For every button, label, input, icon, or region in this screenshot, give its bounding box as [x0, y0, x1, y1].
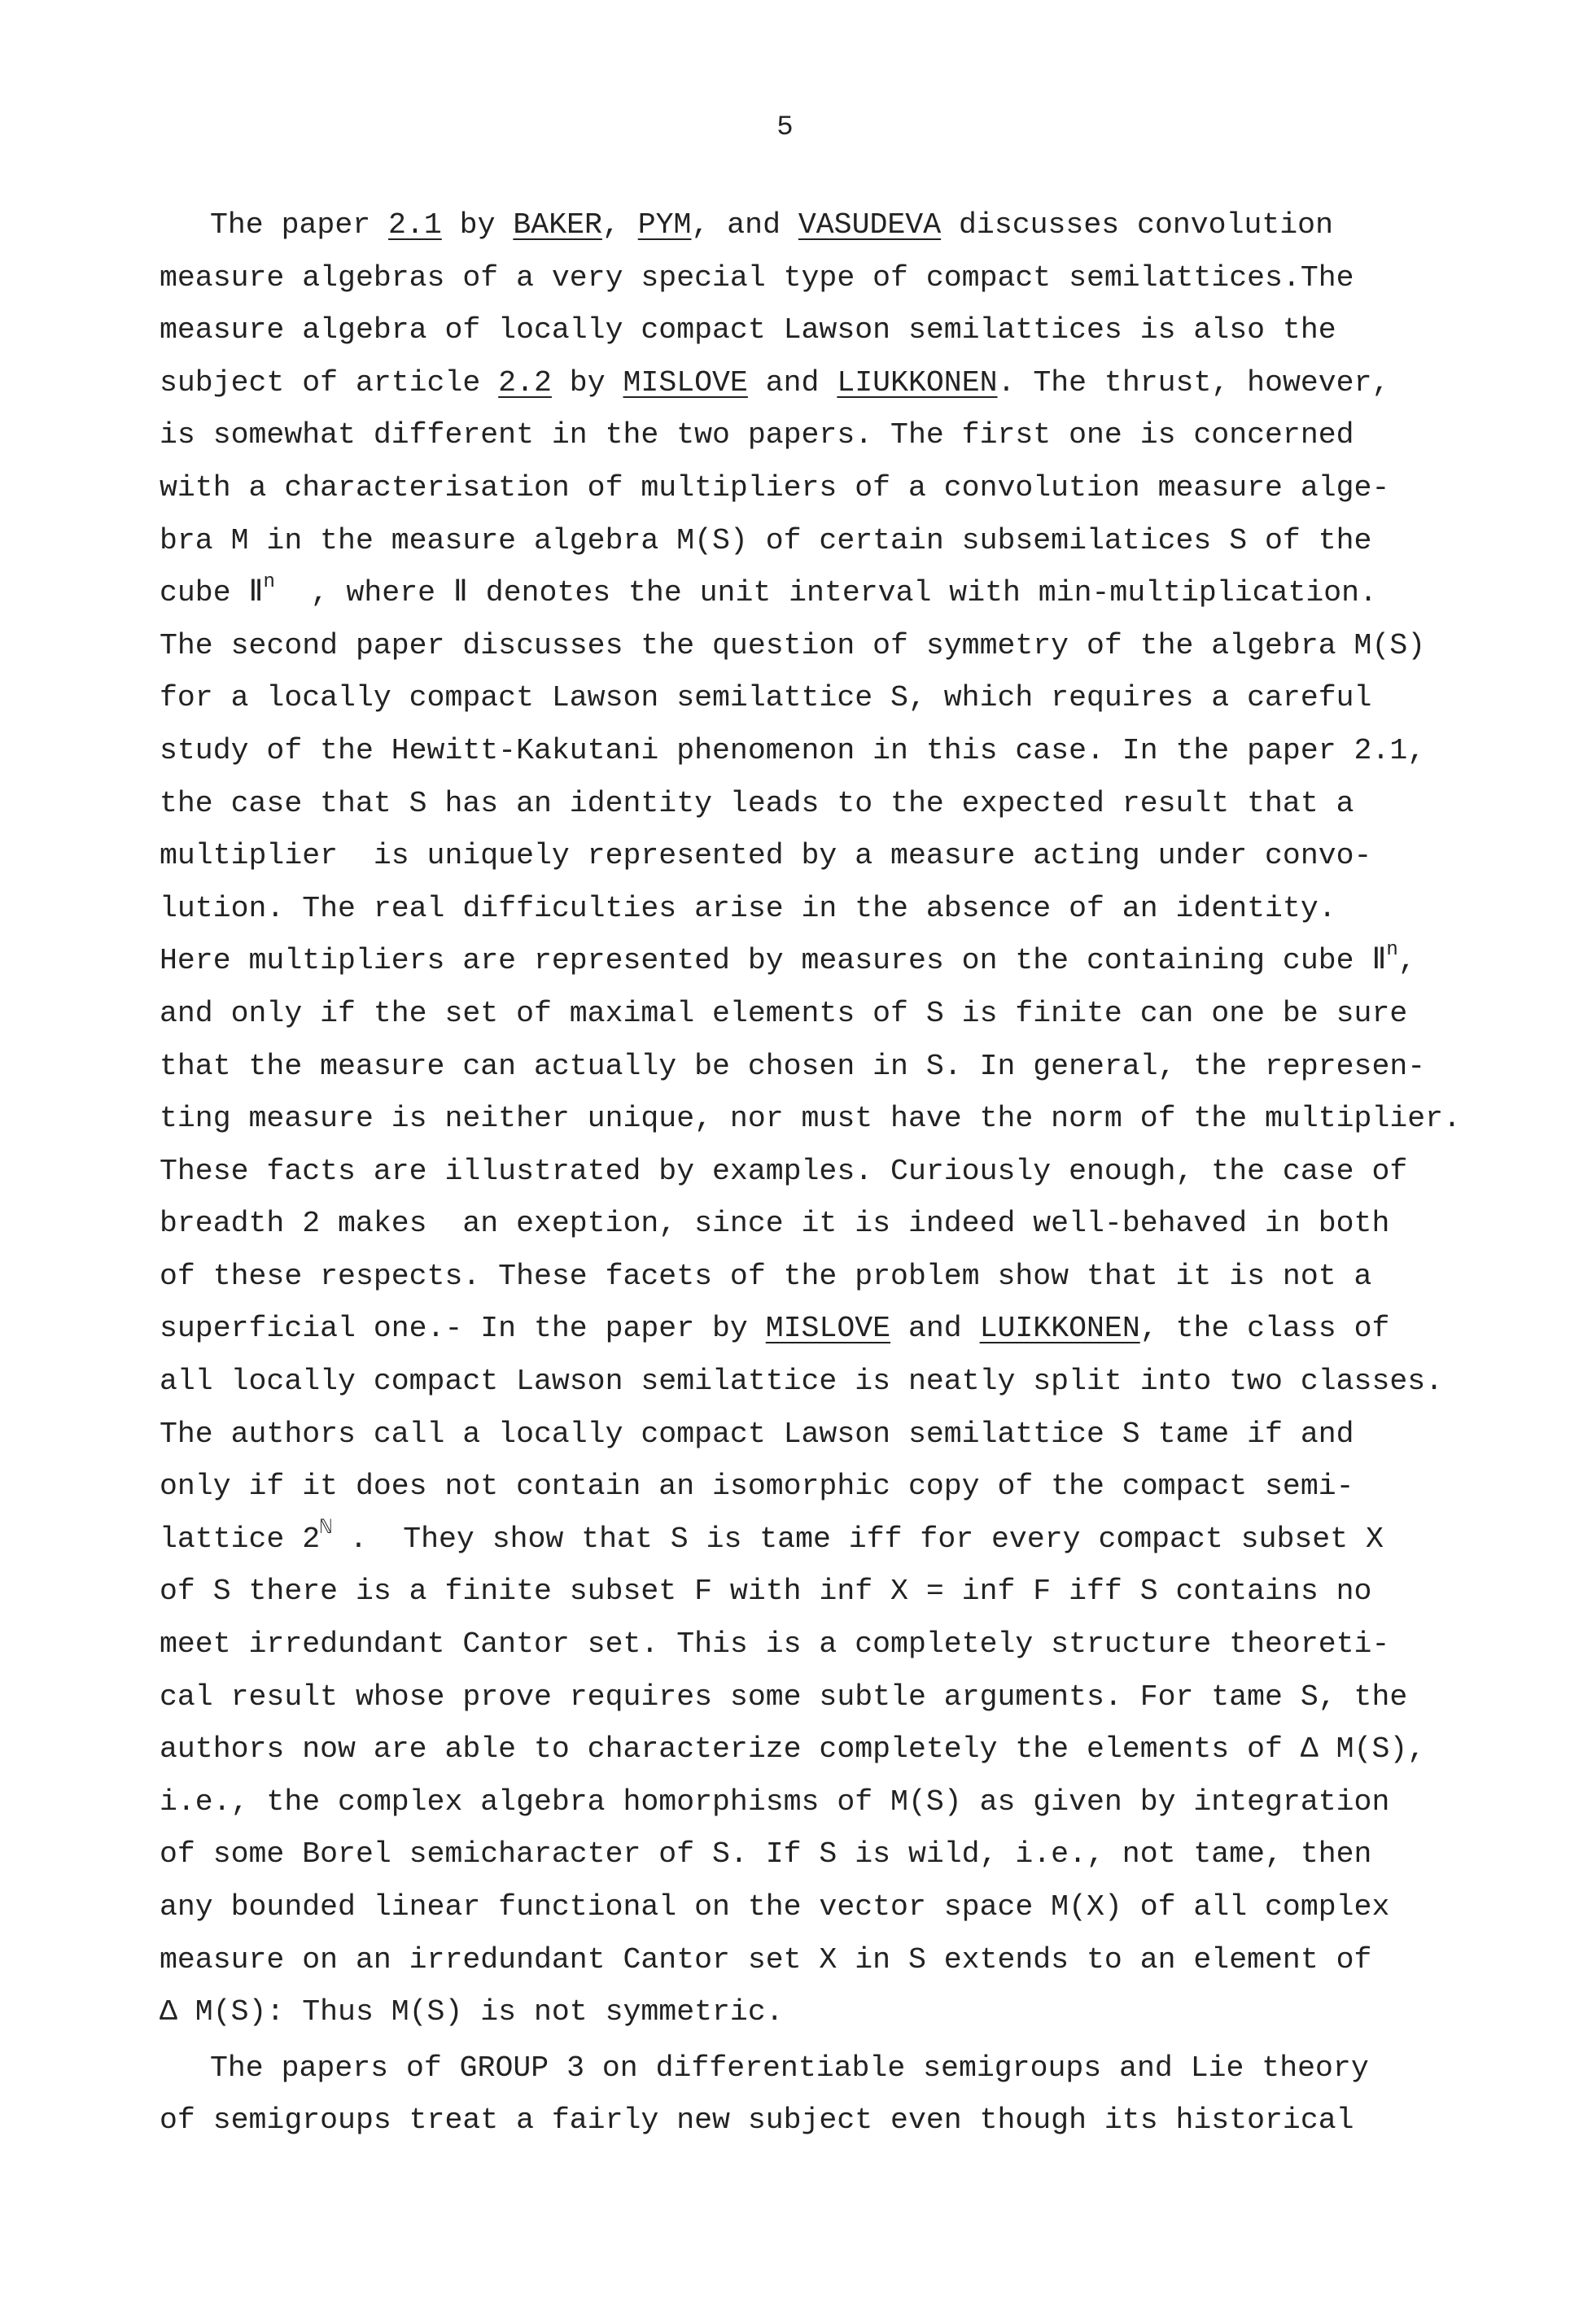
- text-line: of S there is a finite subset F with inf X = inf F iff S contains no: [160, 1575, 1372, 1609]
- text-span: cube Ⅱ: [160, 576, 264, 610]
- text-span: by: [441, 208, 514, 242]
- text-line: measure algebra of locally compact Lawson semilattices is also the: [160, 313, 1336, 347]
- text-line: that the measure can actually be chosen in S. In general, the represen-: [160, 1049, 1426, 1083]
- text-line: The papers of GROUP 3 on differentiable semigroups and Lie theory: [210, 2051, 1369, 2085]
- text-line: The second paper discusses the question of symmetry of the algebra M(S): [160, 628, 1426, 662]
- author-luikkonen: LUIKKONEN: [979, 1312, 1140, 1346]
- text-line: i.e., the complex algebra homorphisms of M(S) as given by integration: [160, 1784, 1390, 1819]
- text-line: for a locally compact Lawson semilattice S, which requires a careful: [160, 681, 1372, 715]
- text-span: . They show that S is tame iff for every compact subset X: [331, 1522, 1384, 1556]
- text-span: , where Ⅱ denotes the unit interval with min-multiplication.: [274, 576, 1377, 610]
- text-line: is somewhat different in the two papers. The first one is concerned: [160, 418, 1354, 452]
- text-span: Here multipliers are represented by measures on the containing cube Ⅱ: [160, 944, 1387, 978]
- text-line: The authors call a locally compact Lawson semilattice S tame if and: [160, 1417, 1354, 1451]
- text-line: only if it does not contain an isomorphic copy of the compact semi-: [160, 1470, 1354, 1504]
- superscript-n: n: [1386, 939, 1398, 962]
- text-span: discusses convolution: [941, 208, 1333, 242]
- text-line: lution. The real difficulties arise in the absence of an identity.: [160, 891, 1336, 925]
- author-pym: PYM: [637, 208, 692, 242]
- text-line: Δ M(S): Thus M(S) is not symmetric.: [160, 1995, 784, 2029]
- text-line: ting measure is neither unique, nor must have the norm of the multiplier.: [160, 1102, 1461, 1136]
- text-span: and: [747, 365, 837, 400]
- text-span: , the class of: [1139, 1312, 1390, 1346]
- text-span: superficial one.- In the paper by: [160, 1312, 766, 1346]
- text-line: any bounded linear functional on the vector space M(X) of all complex: [160, 1890, 1390, 1924]
- author-mislove: MISLOVE: [765, 1312, 891, 1346]
- text-span: ,: [1397, 944, 1416, 978]
- text-line: [160, 199, 1429, 252]
- text-span: The paper: [210, 208, 389, 242]
- text-span: ,: [601, 208, 638, 242]
- text-span: and: [890, 1312, 980, 1346]
- text-line: These facts are illustrated by examples. Curiously enough, the case of: [160, 1154, 1408, 1188]
- text-line: of these respects. These facets of the problem show that it is not a: [160, 1259, 1372, 1293]
- text-line: multiplier is uniquely represented by a measure acting under convo-: [160, 839, 1372, 873]
- text-line: measure algebras of a very special type of compact semilattices.The: [160, 260, 1354, 295]
- text-span: lattice 2: [160, 1522, 321, 1556]
- superscript-naturals: ℕ: [320, 1517, 332, 1540]
- superscript-n: n: [263, 571, 275, 593]
- text-line: breadth 2 makes an exeption, since it is indeed well-behaved in both: [160, 1207, 1390, 1241]
- text-line: all locally compact Lawson semilattice is neatly split into two classes.: [160, 1365, 1444, 1399]
- text-span: by: [551, 365, 623, 400]
- author-baker: BAKER: [513, 208, 602, 242]
- text-span: . The thrust, however,: [997, 365, 1390, 400]
- text-line: [160, 357, 1429, 410]
- text-line: [160, 935, 1429, 988]
- text-line: the case that S has an identity leads to the expected result that a: [160, 786, 1354, 820]
- reference-2-1: 2.1: [388, 208, 442, 242]
- text-line: [160, 567, 1429, 620]
- reference-2-2: 2.2: [498, 365, 552, 400]
- text-line: measure on an irredundant Cantor set X in S extends to an element of: [160, 1942, 1372, 1977]
- author-vasudeva: VASUDEVA: [798, 208, 942, 242]
- text-span: subject of article: [160, 365, 499, 400]
- text-line: [160, 1303, 1429, 1356]
- text-line: with a characterisation of multipliers of a convolution measure alge-: [160, 470, 1390, 505]
- text-line: of some Borel semicharacter of S. If S is wild, i.e., not tame, then: [160, 1837, 1372, 1872]
- text-line: cal result whose prove requires some subtle arguments. For tame S, the: [160, 1680, 1408, 1714]
- text-line: authors now are able to characterize completely the elements of Δ M(S),: [160, 1732, 1426, 1767]
- author-liukkonen: LIUKKONEN: [837, 365, 998, 400]
- text-line: and only if the set of maximal elements of S is finite can one be sure: [160, 996, 1408, 1030]
- text-line: of semigroups treat a fairly new subject even though its historical: [160, 2103, 1354, 2138]
- text-line: bra M in the measure algebra M(S) of certain subsemilatices S of the: [160, 523, 1372, 557]
- author-mislove: MISLOVE: [623, 365, 748, 400]
- main-text: [160, 199, 1461, 2147]
- text-span: , and: [691, 208, 798, 242]
- page-number: 5: [776, 112, 794, 143]
- text-line: study of the Hewitt-Kakutani phenomenon in this case. In the paper 2.1,: [160, 733, 1426, 767]
- text-line: [160, 1514, 1429, 1566]
- text-line: meet irredundant Cantor set. This is a completely structure theoreti-: [160, 1627, 1390, 1662]
